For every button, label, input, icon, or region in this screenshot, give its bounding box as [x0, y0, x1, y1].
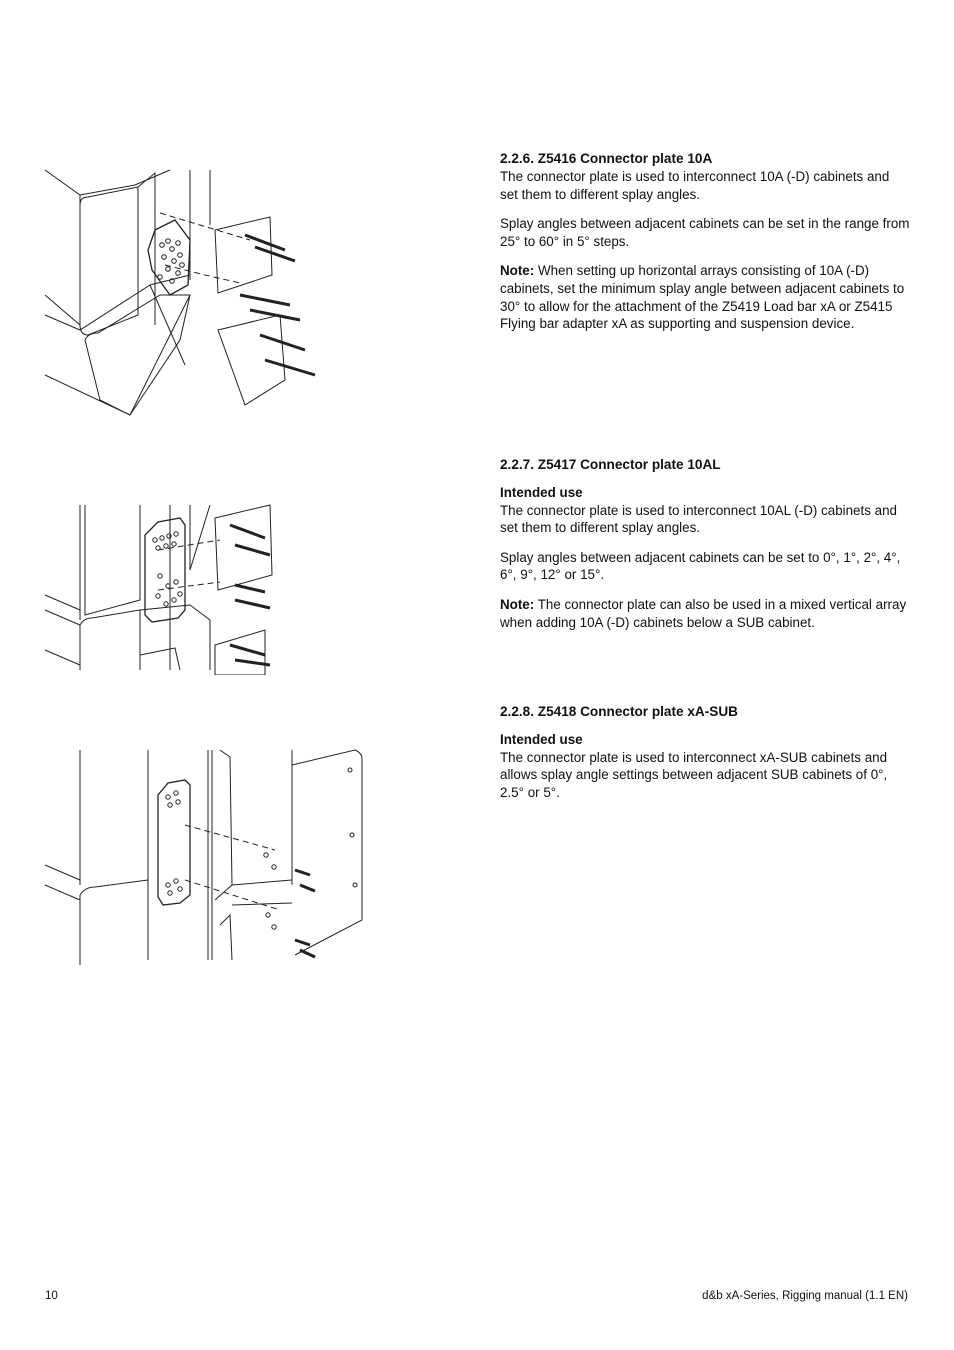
- section-connector-plate-10a: [500, 150, 910, 345]
- section-heading: 2.2.7. Z5417 Connector plate 10AL: [500, 457, 721, 472]
- page-number: 10: [45, 1290, 58, 1302]
- section-heading: 2.2.8. Z5418 Connector plate xA-SUB: [500, 704, 738, 719]
- note-label: Note:: [500, 596, 535, 612]
- paragraph: The connector plate is used to interconnect xA-SUB cabinets and allows splay angle settings between adjacent SUB cabinets of 0°, 2.5° or 5°.: [500, 749, 888, 800]
- paragraph: The connector plate is used to interconnect 10A (-D) cabinets and set them to different splay angles.: [500, 169, 890, 202]
- section-subheading: Intended use: [500, 732, 583, 747]
- note: [500, 596, 910, 631]
- note: [500, 262, 910, 332]
- paragraph: Splay angles between adjacent cabinets can be set in the range from 25° to 60° in 5° steps.: [500, 216, 910, 249]
- note-label: Note:: [500, 263, 535, 279]
- note-text: The connector plate can also be used in a mixed vertical array when adding 10A (-D) cabinets below a SUB cabinet.: [500, 596, 907, 630]
- paragraph: Splay angles between adjacent cabinets can be set to 0°, 1°, 2°, 4°, 6°, 9°, 12° or 15°.: [500, 549, 901, 583]
- figure-connector-plate-10al: [40, 500, 280, 675]
- section-heading: 2.2.6. Z5416 Connector plate 10A: [500, 151, 713, 166]
- section-connector-plate-10al: [500, 456, 910, 643]
- figure-connector-plate-xa-sub: [40, 745, 370, 970]
- paragraph: The connector plate is used to interconnect 10AL (-D) cabinets and set them to different splay angles.: [500, 502, 897, 536]
- section-connector-plate-xa-sub: [500, 703, 910, 813]
- note-text: When setting up horizontal arrays consisting of 10A (-D) cabinets, set the minimum splay angle between adjacent cabinets to 30° to allow for the attachment of the Z5419 Load bar xA or Z5415 Flying bar adapter xA as supporting and suspension device.: [500, 263, 905, 332]
- footer-doc-title: d&b xA-Series, Rigging manual (1.1 EN): [702, 1290, 908, 1302]
- figure-connector-plate-10a: [40, 165, 330, 435]
- section-subheading: Intended use: [500, 485, 583, 500]
